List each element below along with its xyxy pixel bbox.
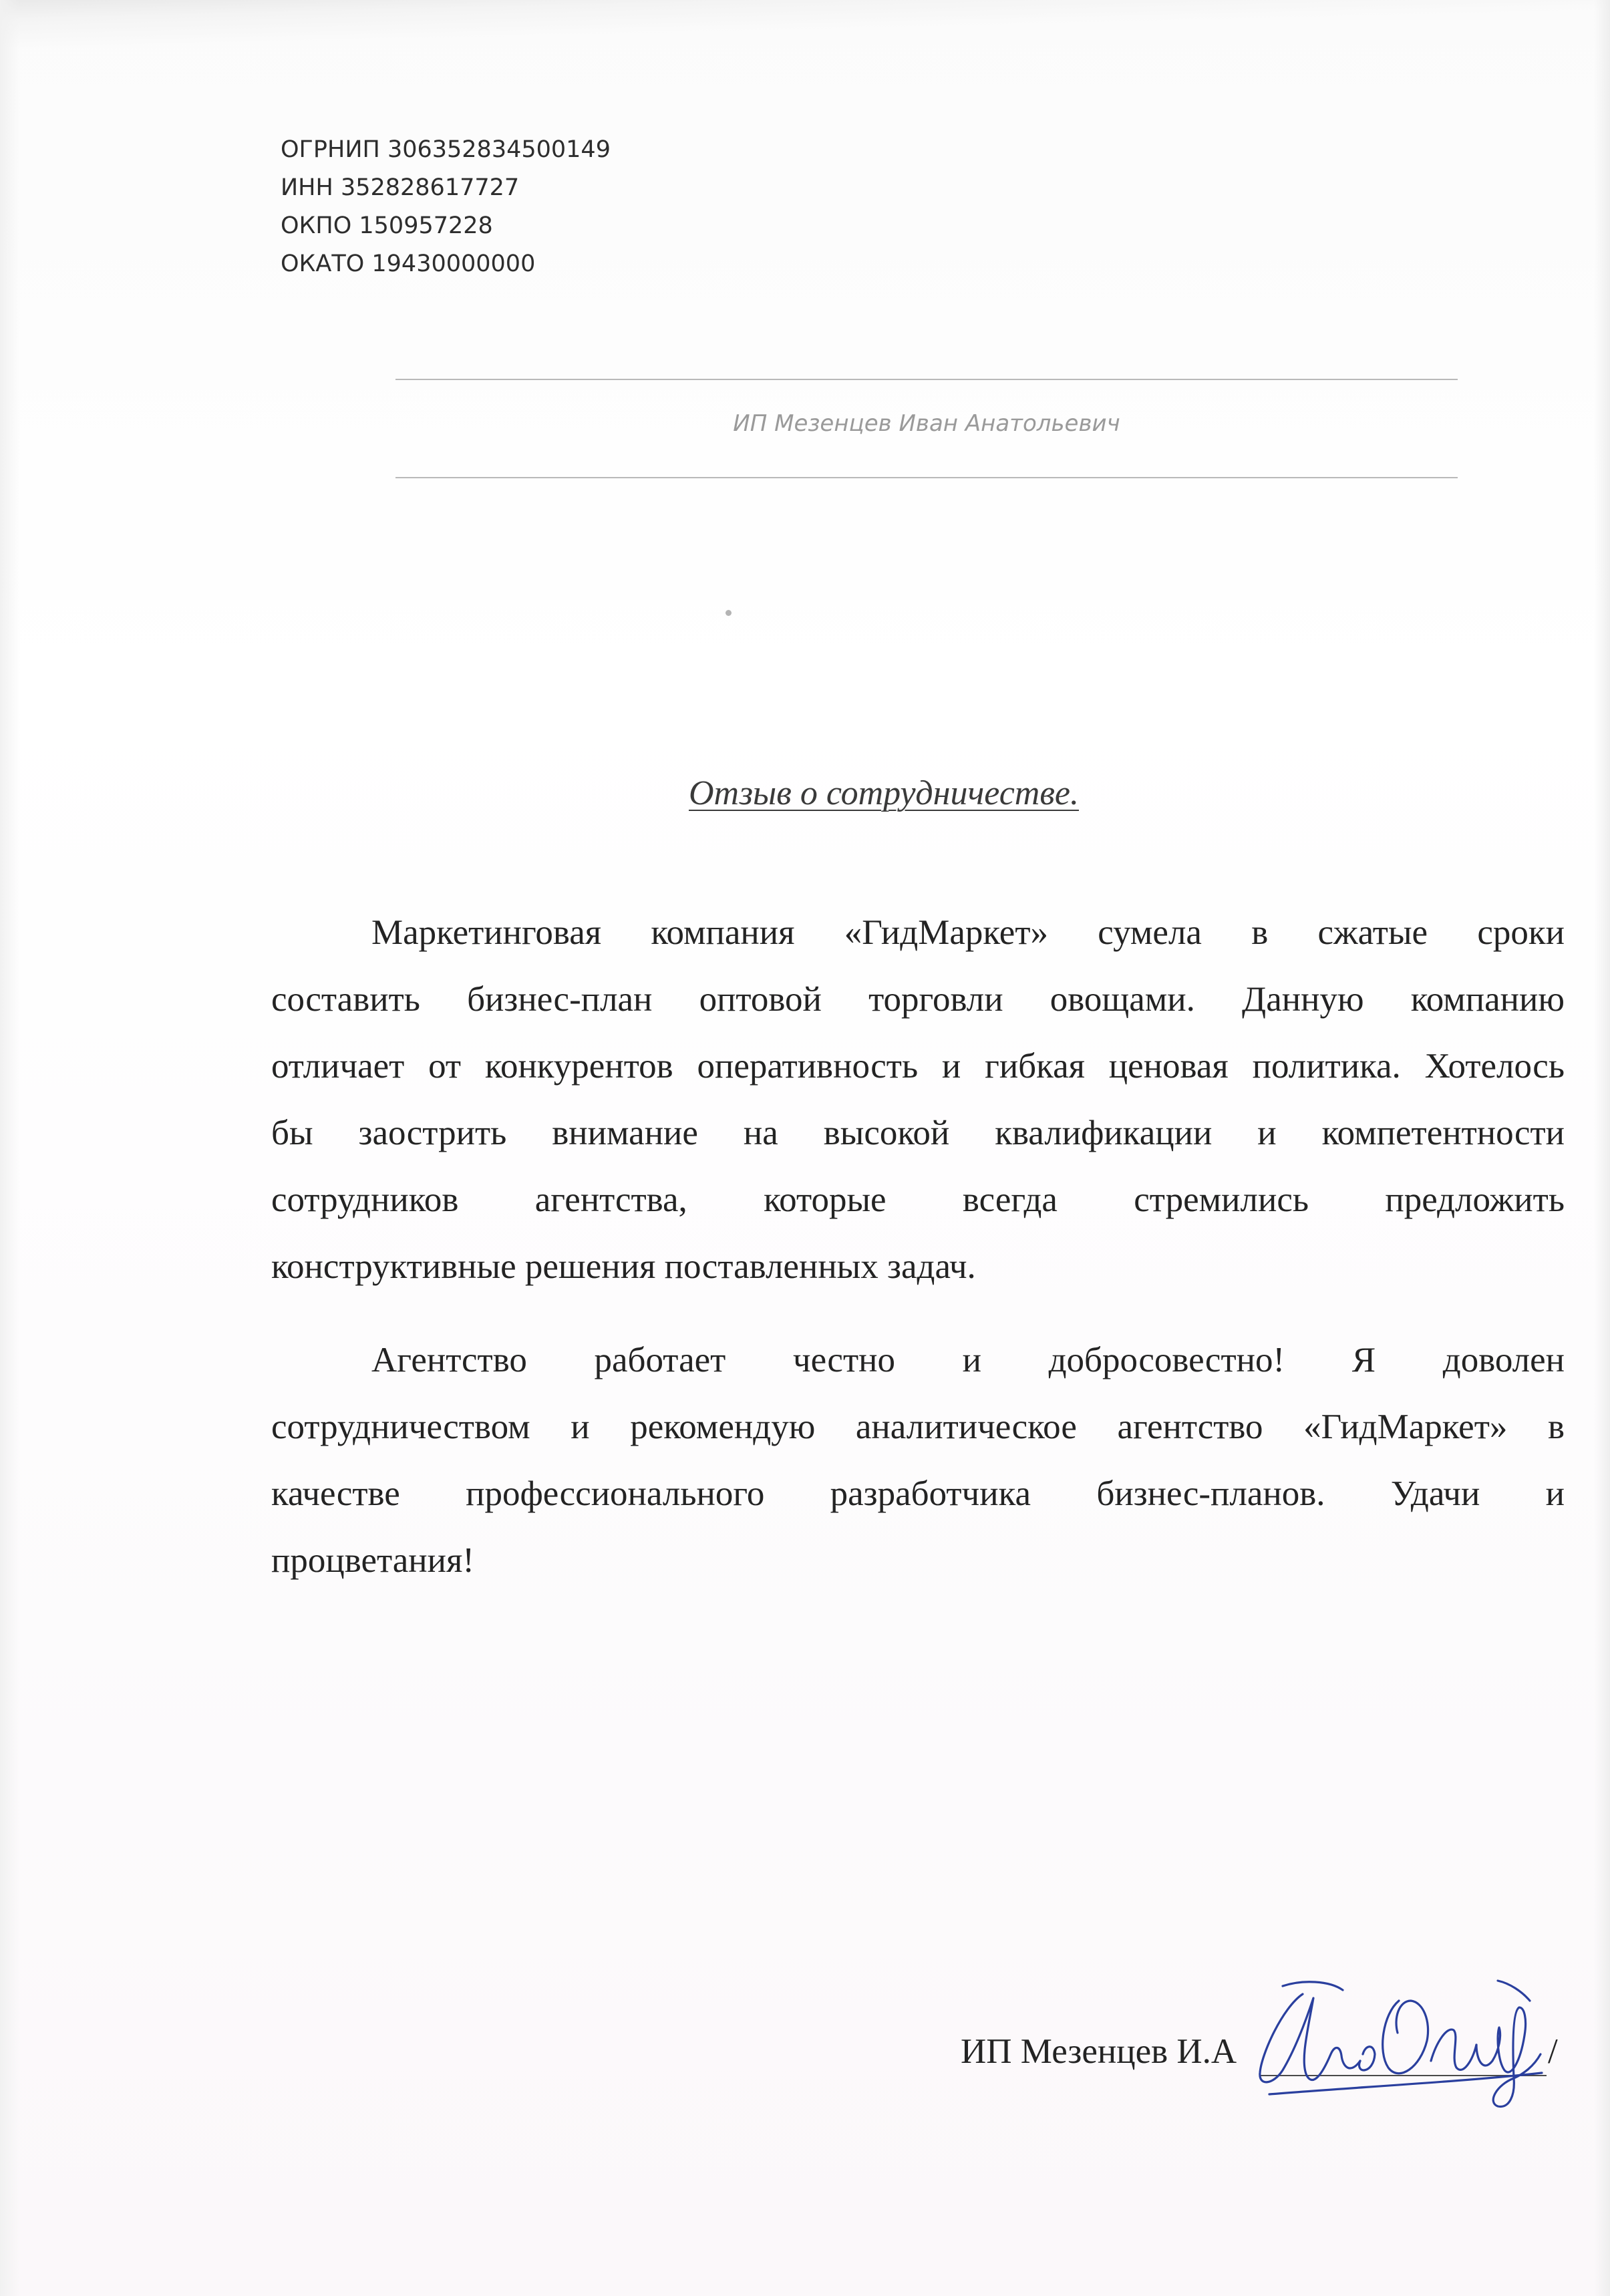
paragraph-line: Маркетинговая компания «ГидМаркет» сумела в сжатые сроки	[371, 913, 1565, 952]
paragraph-line: составить бизнес-план оптовой торговли овощами. Данную компанию	[271, 980, 1565, 1019]
paragraph-line: Агентство работает честно и добросовестно! Я доволен	[371, 1341, 1565, 1379]
inn-line: ИНН 352828617727	[281, 174, 520, 201]
paragraph-line: отличает от конкурентов оперативность и гибкая ценовая политика. Хотелось	[271, 1047, 1565, 1086]
paragraph-line: качестве профессионального разработчика бизнес-планов. Удачи и	[271, 1474, 1565, 1513]
scan-shadow-left	[0, 0, 20, 2296]
ogrnip-line: ОГРНИП 306352834500149	[281, 136, 611, 163]
okpo-line: ОКПО 150957228	[281, 212, 493, 239]
paragraph-line: сотрудников агентства, которые всегда стремились предложить	[271, 1180, 1565, 1219]
scan-shadow-top	[0, 0, 1610, 60]
letterhead-owner: ИП Мезенцев Иван Анатольевич	[733, 410, 1120, 437]
handwritten-signature	[1256, 1961, 1550, 2114]
paragraph-line: процветания!	[271, 1541, 475, 1580]
okato-line: ОКАТО 19430000000	[281, 251, 536, 277]
scan-shadow-right	[1594, 0, 1610, 2296]
registration-details	[281, 131, 611, 283]
signatory-label: ИП Мезенцев И.А	[961, 2032, 1237, 2071]
letterhead-rule-bottom	[395, 477, 1458, 478]
paragraph-line: сотрудничеством и рекомендую аналитическое агентство «ГидМаркет» в	[271, 1408, 1565, 1446]
scan-speck	[726, 610, 732, 616]
signature-slash: /	[1548, 2032, 1558, 2071]
letterhead-rule-top	[395, 379, 1458, 380]
paragraph-line: бы заострить внимание на высокой квалификации и компетентности	[271, 1114, 1565, 1152]
document-title: Отзыв о сотрудничестве.	[689, 774, 1079, 812]
paragraph-2	[271, 1327, 1565, 1594]
paragraph-1	[271, 899, 1565, 1300]
paragraph-line: конструктивные решения поставленных задач.	[271, 1247, 976, 1286]
